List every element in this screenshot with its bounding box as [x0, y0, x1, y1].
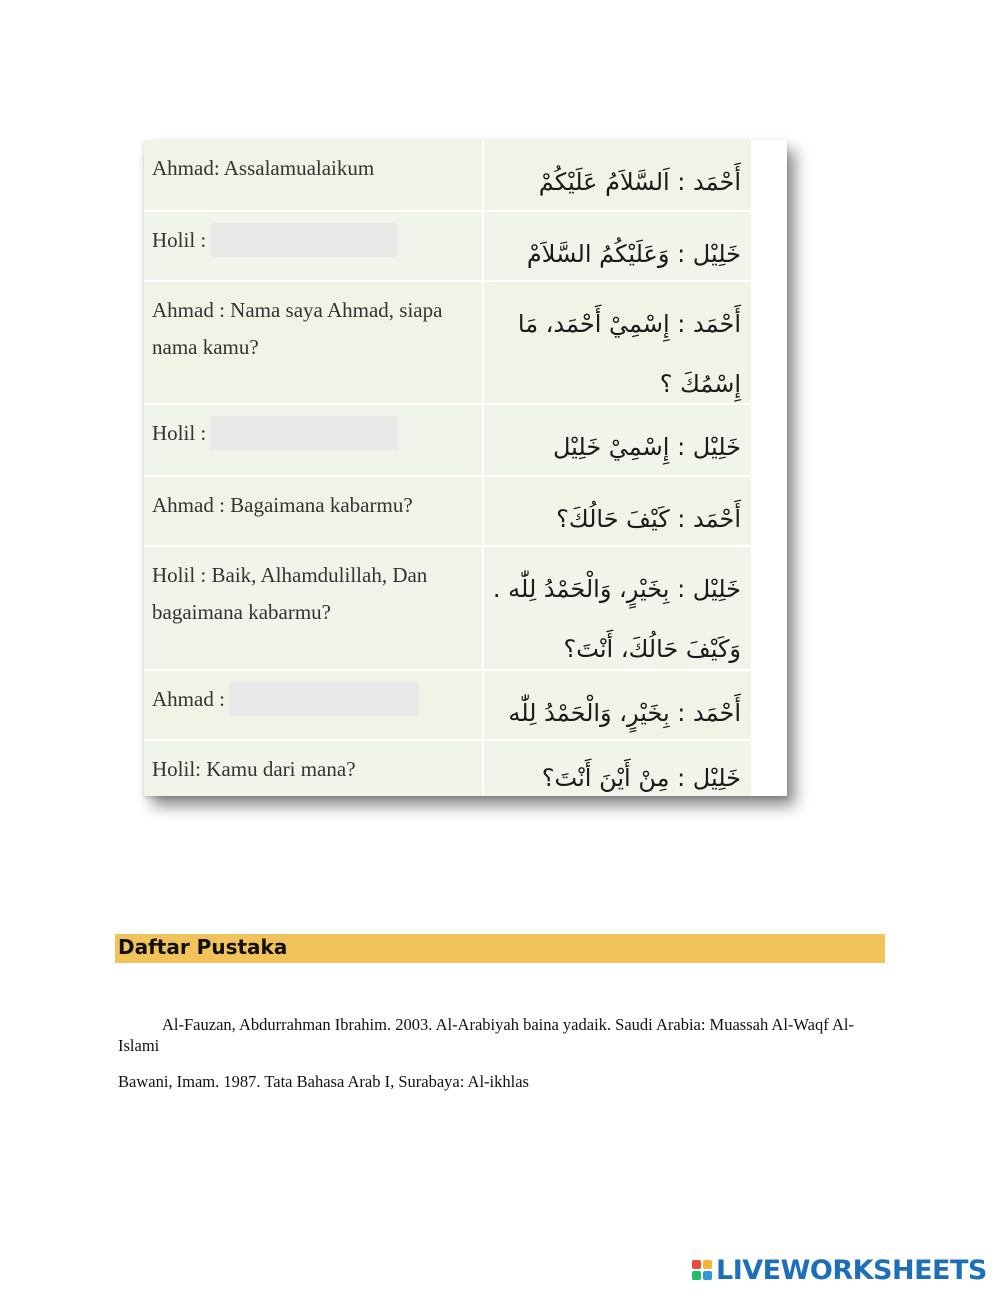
speaker-line: Holil: Kamu dari mana?	[152, 757, 356, 781]
speaker-line: Holil : Baik, Alhamdulillah, Dan bagaimana kabarmu?	[152, 563, 428, 624]
dialogue-row	[144, 547, 787, 669]
speaker-line: Ahmad :	[152, 687, 225, 711]
dialogue-line-indonesian	[144, 547, 484, 669]
dialogue-row	[144, 477, 787, 545]
speaker-line: Holil :	[152, 228, 207, 252]
dialogue-line-indonesian	[144, 671, 484, 739]
dialogue-row	[144, 282, 787, 403]
speaker-line: Ahmad : Nama saya Ahmad, siapa nama kamu?	[152, 298, 443, 359]
dialogue-line-indonesian	[144, 405, 484, 475]
dialogue-row	[144, 140, 787, 210]
dialogue-line-arabic: أَحْمَد : بِخَيْرٍ، وَالْحَمْدُ لِلّٰه	[508, 699, 741, 727]
dialogue-line-arabic: أَحْمَد : كَيْفَ حَالُكَ؟	[556, 505, 741, 533]
dialogue-line-indonesian	[144, 282, 484, 403]
answer-input[interactable]	[210, 223, 398, 257]
references-heading: Daftar Pustaka	[118, 935, 288, 959]
dialogue-row	[144, 405, 787, 475]
dialogue-line-arabic: أَحْمَد : إِسْمِيْ أَحْمَد، مَا إِسْمُكَ ؟	[517, 310, 741, 398]
dialogue-line-arabic: خَلِيْل : إِسْمِيْ خَلِيْل	[552, 433, 741, 461]
logo-text: LIVEWORKSHEETS	[716, 1254, 987, 1286]
dialogue-row	[144, 671, 787, 739]
reference-item: Al-Fauzan, Abdurrahman Ibrahim. 2003. Al-Arabiyah baina yadaik. Saudi Arabia: Muassah Al-Waqf Al-Islami	[118, 1015, 854, 1055]
dialogue-line-arabic: خَلِيْل : بِخَيْرٍ، وَالْحَمْدُ لِلّٰه . وَكَيْفَ حَالُكَ، أَنْتَ؟	[492, 575, 741, 663]
dialogue-line-arabic: خَلِيْل : مِنْ أَيْنَ أَنْتَ؟	[541, 764, 741, 792]
speaker-line: Holil :	[152, 421, 207, 445]
liveworksheets-logo[interactable]	[692, 1256, 987, 1284]
dialogue-row	[144, 212, 787, 280]
answer-input[interactable]	[229, 682, 419, 716]
reference-item: Bawani, Imam. 1987. Tata Bahasa Arab I, Surabaya: Al-ikhlas	[118, 1072, 529, 1091]
references-heading-bar	[115, 934, 885, 963]
dialogue-line-indonesian	[144, 212, 484, 280]
dialogue-line-indonesian	[144, 741, 484, 796]
answer-input[interactable]	[210, 416, 398, 450]
dialogue-line-indonesian	[144, 477, 484, 545]
dialogue-table	[144, 140, 787, 796]
dialogue-row	[144, 741, 787, 796]
dialogue-line-arabic: خَلِيْل : وَعَلَيْكُمُ السَّلاَمْ	[526, 240, 741, 268]
logo-mark-icon	[692, 1260, 712, 1280]
dialogue-line-indonesian	[144, 140, 484, 210]
speaker-line: Ahmad : Bagaimana kabarmu?	[152, 493, 413, 517]
speaker-line: Ahmad: Assalamualaikum	[152, 156, 375, 180]
dialogue-line-arabic: أَحْمَد : اَلسَّلاَمُ عَلَيْكُمْ	[538, 168, 741, 196]
